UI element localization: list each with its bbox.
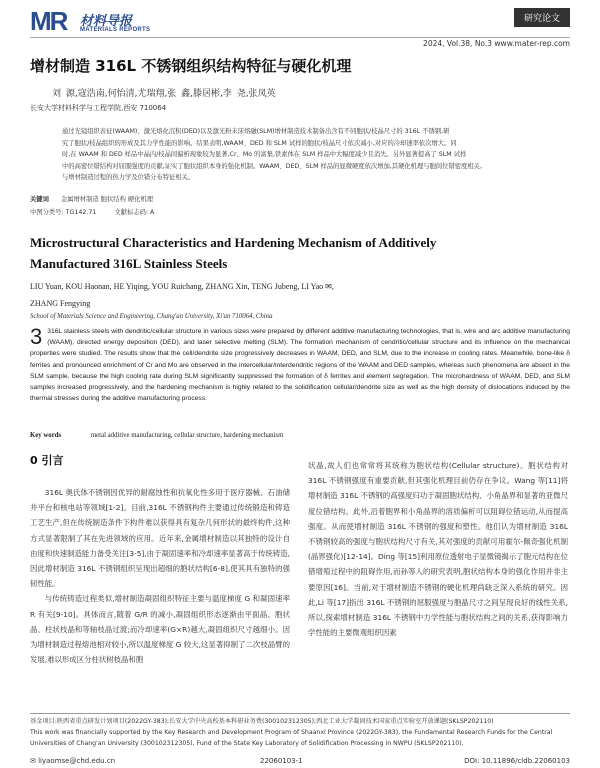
volume-info: 2024, Vol.38, No.3 www.mater-rep.com <box>423 39 570 48</box>
cn-affiliation: 长安大学材料科学与工程学院,西安 710064 <box>30 104 167 112</box>
body-paragraph: 与传统铸造过程类似,增材制造凝固组织特征主要与温度梯度 G 和凝固速率 R 有关[9-10]。具体而言,随着 G/R 的减小,凝固组织形态逐渐由平面晶、胞状晶、柱状枝晶和等轴枝晶过渡;而冷却速率(G×R)越大,凝固组织尺寸越细小。因为增材制造过程熔池相对较小,所以温度梯度 G 较大,这显著抑制了二次枝晶臂的发展,难以形成区分柱状树枝晶和胞 <box>30 594 290 665</box>
en-keywords <box>30 432 283 439</box>
en-authors <box>30 278 550 312</box>
funding-footnote <box>30 716 570 749</box>
cn-abstract-line: 与增材制造过程的热力学及位错分布特征相关。 <box>62 174 195 181</box>
funding-footnote-cn: 基金项目:陕西省重点研发计划项目(2022GY-383);长安大学中央高校基本科研业务费(300102312305);西北工业大学凝固技术国家重点实验室开放课题(SKLSP202110) <box>30 718 494 725</box>
en-title <box>30 232 570 274</box>
cn-abstract-line: 时,在 WAAM 和 DED 样品中晶内/枝晶间偏析现象较为显著,Cr、Mo 的富集,铁素体在 SLM 样品中大幅度减少且消失。另外显著提高了 SLM 试样 <box>62 151 467 158</box>
journal-logo-cn: 材料导报 <box>80 14 133 29</box>
cn-authors: 刘 源,寇浩南,何怡清,尤瑞翔,张 鑫,滕居彬,李 尧,张凤英 <box>52 89 276 99</box>
en-title-line: Microstructural Characteristics and Hardening Mechanism of Additively <box>30 235 437 250</box>
body-column-right <box>308 458 568 640</box>
body-column-left <box>30 485 290 667</box>
en-affiliation: School of Materials Science and Engineering, Chang'an University, Xi'an 710064, China <box>30 313 273 320</box>
cn-keywords <box>30 194 153 203</box>
cn-abstract-line: 中的高密位错结构对屈服强度的贡献,证实了胞状组织本身的强化机制。WAAM、DED、SLM 样品的显微硬度依次增加,其硬化机理与胞间位错密度相关, <box>62 162 482 170</box>
en-abstract-text: 316L stainless steels with dendritic/cellular structure in various sizes were prepared by different additive manufacturing technologies, that is, wire and arc additive manufacturing (WAAM), directed energy deposition (DED), and laser selective melting (SLM). The formation mechanism of cendritic/cellular structure and its influence on the mechanical properties were studied. The results show that the cell/dendrite size progressively decreases in WAAM, DED, and SLM, due to the increase in cooling rates. Meanwhile, bone-like δ ferrites and pronounced enrichment of Cr and Mo are observed in the intercellular/interdendritic regions of the WAAM and DED samples, whereas such phenomena are absent in the SLM sample, because the high cooling rate during SLM significantly suppressed the formation of δ ferrites and element segregation. The microhardness of WAAM, DED, and SLM samples increased progressively, and the hardening mechanism is highly related to the solidification cellular/dendrite size as well as the high density of dislocations induced by the thermal stresses during the additive manufacturing process. <box>30 328 570 403</box>
en-authors-line: ZHANG Fengying <box>30 299 91 308</box>
footnote-divider <box>30 713 570 714</box>
funding-footnote-en: This work was financially supported by the Key Research and Development Program of Shaanxi Province (2022GY-383), the Fundamental Research Funds for the Central Universities of Chang'an University (300102312305), Fund of the State Key Laboratory of Solidification Processing in NWPU (SKLSP202110). <box>30 729 553 747</box>
en-keywords-text: metal additive manufacturing, cellular structure, hardening mechanism <box>90 432 284 439</box>
cn-keywords-label: 关键词 <box>30 196 49 203</box>
cn-keywords-text: 金属增材制造 胞状结构 硬化机理 <box>60 196 154 203</box>
abstract-dropcap: 3 <box>30 324 43 349</box>
en-title-line: Manufactured 316L Stainless Steels <box>30 256 228 271</box>
cn-title: 增材制造 316L 不锈钢组织结构特征与硬化机理 <box>30 57 352 75</box>
header-divider <box>30 37 570 38</box>
journal-logo-en: MATERIALS REPORTS <box>80 27 151 33</box>
article-number: 22060103-1 <box>260 757 303 765</box>
en-keywords-label: Key words <box>30 432 62 439</box>
journal-logo-mark: MR <box>30 6 67 36</box>
doi-link[interactable]: DOI: 10.11896/cldb.22060103 <box>464 757 570 765</box>
body-paragraph: 316L 奥氏体不锈钢因优异的耐腐蚀性和抗氧化性多用于医疗器械、石油储井平台和核电站等领域[1-2]。目前,316L 不锈钢构件主要通过传统锻造和铸造工艺生产,但在传统制造条件下构件难以获得具有复杂几何形状的最终构件,这种方式显著限制了其在先进领域的应用。近年来,金属增材制造以其独特的设计自由度和快速制造能力备受关注[3-5],由于凝固速率和冷却速率显著高于传统铸造,因此增材制造 316L 不锈钢组织呈现出超细的胞状结构[6-8],使其具有独特的强韧性能。 <box>30 488 290 589</box>
cn-abstract-line: 通过光镜组织表征(WAAM)、激光熔化沉积(DED)以及激光粉末床熔融(SLM)增材制造技术制备出含有不同胞状/枝晶尺寸的 316L 不锈钢,研 <box>62 128 450 135</box>
doc-code-value: A <box>150 209 155 216</box>
cn-abstract-line: 究了胞状/枝晶组织的形成及其力学性能的影响。结果表明,WAAM、DED 和 SLM 试样的胞状/枝晶尺寸依次减小,对应的冷却速率依次增大。同 <box>62 139 457 147</box>
doc-code-label: 文献标志码: <box>114 209 149 216</box>
cn-classification <box>30 207 154 216</box>
cn-abstract <box>62 126 554 184</box>
body-paragraph: 状晶,故人们也常常将其统称为胞状结构(Cellular structure)。胞状结构对 316L 不锈钢强度有重要贡献,但其强化机理目前仍存在争议。Wang 等[11]将增材制造 316L 不锈钢的高强度归功于凝固胞状结构、小角晶界和显著的亚微尺度位错结构。此外,沿着胞界和小角晶界的溶质偏析可以阻碍位错运动,从而提高强度。从而使增材制造 316L 不锈钢的强度和塑性。他们认为增材制造 316L 不锈钢较高的强度与胞状结构尺寸有关,其对强度的贡献可用霍尔-佩奇强化机制(晶界强化)[12-14]。Ding 等[15]利用原位透射电子显微镜揭示了胞元结构在位错增殖过程中的阻碍作用,而孙等人的研究表明,胞状结构本身的强化作用并非主要原因[16]。当前,对于增材制造不锈钢的硬化机理尚缺乏深入系统的研究。因此,Li 等[17]指出 316L 不锈钢的屈服强度与胞晶尺寸之间呈现良好的线性关系,所以,探索增材制造 316L 不锈钢中力学性能与胞状结构之间的关系,获得影响力学性能的主要微观组织因素 <box>308 461 568 638</box>
corresponding-email[interactable]: ✉ liyaomse@chd.edu.cn <box>30 757 116 765</box>
section-heading-intro: 0 引言 <box>30 454 64 467</box>
journal-header <box>30 6 570 36</box>
en-authors-line: LIU Yuan, KOU Haonan, HE Yiqing, YOU Ruichang, ZHANG Xin, TENG Jubeng, LI Yao ✉, <box>30 282 334 291</box>
clc-value: TG142.71 <box>65 209 97 216</box>
clc-label: 中图分类号: <box>30 209 64 216</box>
en-abstract <box>30 326 570 404</box>
article-type-badge: 研究论文 <box>514 8 570 27</box>
